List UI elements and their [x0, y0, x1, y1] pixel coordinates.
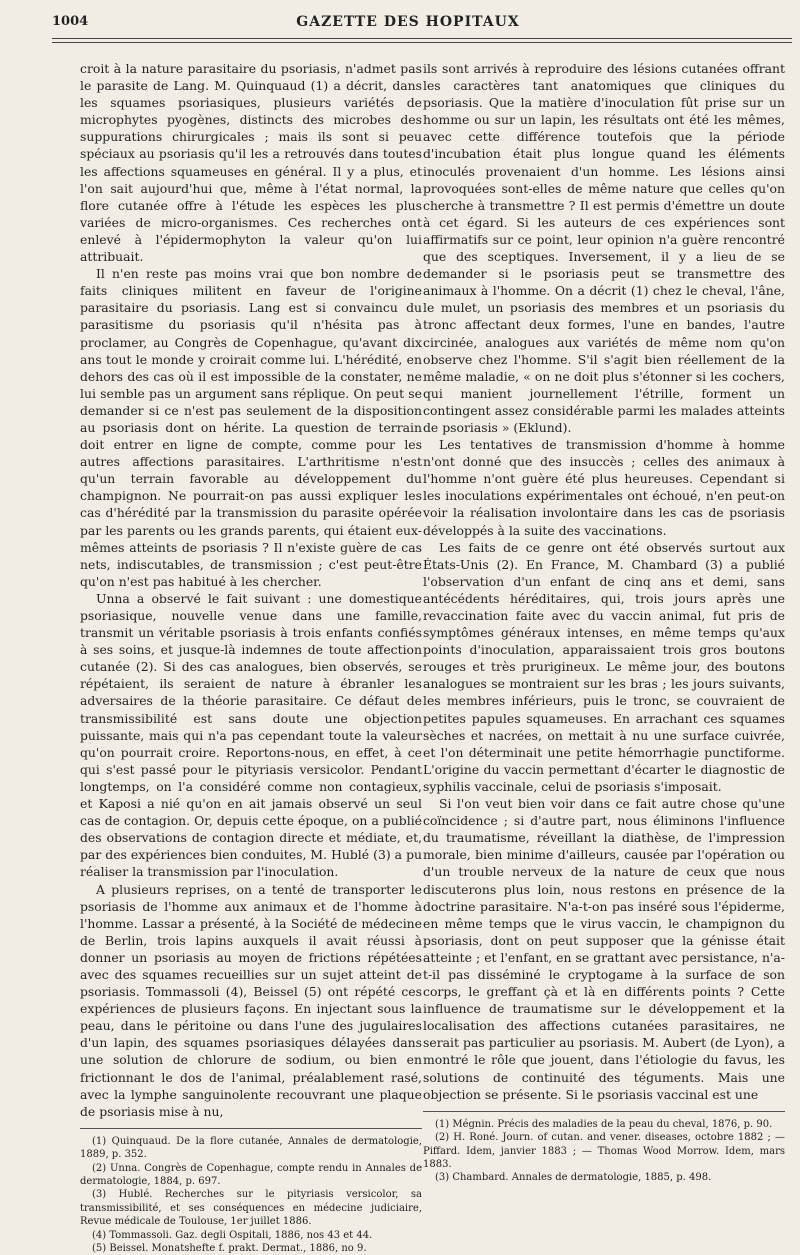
footnote: (4) Tommassoli. Gaz. degli Ospitali, 1886, nos 43 et 44. [92, 1229, 373, 1241]
page-header [52, 14, 764, 36]
paragraph: ils sont arrivés à reproduire des lésions cutanées offrant les caractères tant anatomiques que cliniques du psoriasis. Que la matière d'inoculation fût prise sur un homme ou sur un lapin, les résultats ont été les mêmes, avec cette différence toutefois que la période d'incubation était plus longue quand les éléments inoculés provenaient d'un homme. Les lésions ainsi provoquées sont-elles de même nature que celles qu'on cherche à transmettre ? Il est permis d'émettre un doute à cet égard. Si les auteurs de ces expériences sont affirmatifs sur ce point, leur opinion n'a guère rencontré que des sceptiques. Inversement, il y a lieu de se demander si le psoriasis peut se transmettre des animaux à l'homme. On a décrit (1) chez le cheval, l'âne, le mulet, un psoriasis des membres et un psoriasis du tronc affectant deux formes, l'une en bandes, l'autre circinée, analogues aux variétés de même nom qu'on observe chez l'homme. S'il s'agit bien réellement de la même maladie, « on ne doit plus s'étonner si les cochers, qui manient journellement l'étrille, forment un contingent assez considérable parmi les malades atteints de psoriasis » (Eklund). [423, 61, 785, 435]
right-column [423, 60, 785, 1185]
left-column [80, 60, 422, 1255]
footnote-rule [423, 1111, 785, 1112]
right-body [423, 60, 785, 1103]
left-footnotes [80, 1135, 422, 1255]
footnote: (2) Unna. Congrès de Copenhague, compte rendu in Annales de dermatologie, 1884, p. 697. [80, 1162, 422, 1188]
left-body [80, 60, 422, 1120]
paragraph: Les tentatives de transmission d'homme à homme n'ont donné que des insuccès ; celles des animaux à l'homme n'ont guère été plus heureuses. Cependant si les inoculations expérimentales ont échoué, n'en peut-on voir la réalisation involontaire dans les cas de psoriasis développés à la suite des vaccinations. [423, 437, 785, 538]
paragraph: Unna a observé le fait suivant : une domestique psoriasique, nouvelle venue dans une famille, transmit un véritable psoriasis à trois enfants confiés à ses soins, et jusque-là indemnes de toute affection cutanée (2). Si des cas analogues, bien observés, se répétaient, ils seraient de nature à ébranler les adversaires de la théorie parasitaire. Ce défaut de transmissibilité est sans doute une objection puissante, mais qui n'a pas cependant toute la valeur qu'on pourrait croire. Reportons-nous, en effet, à ce qui s'est passé pour le pityriasis versicolor. Pendant longtemps, on l'a considéré comme non contagieux, et Kaposi a nié qu'on en ait jamais observé un seul cas de contagion. Or, depuis cette époque, on a publié des observations de contagion directe et médiate, et, par des expériences bien conduites, M. Hublé (3) a pu réaliser la transmission par l'inoculation. [80, 590, 422, 880]
paragraph: Les faits de ce genre ont été observés surtout aux États-Unis (2). En France, M. Chambard (3) a publié l'observation d'un enfant de cinq ans et demi, sans antécédents héréditaires, qui, trois jours après une revaccination faite avec du vaccin animal, fut pris de symptômes généraux intenses, en même temps qu'aux points d'inoculation, apparaissaient trois gros boutons rouges et très prurigineux. Le même jour, des boutons analogues se montraient sur les bras ; les jours suivants, les membres inférieurs, puis le tronc, se couvraient de petites papules squameuses. En arrachant ces squames sèches et nacrées, on mettait à nu une surface cuivrée, et l'on déterminait une petite hémorrhagie punctiforme. L'origine du vaccin permettant d'écarter le diagnostic de syphilis vaccinale, celui de psoriasis s'imposait. [423, 539, 785, 794]
footnote: (2) H. Roné. Journ. of cutan. and vener. diseases, octobre 1882 ; — Piffard. Idem, janvier 1883 ; — Thomas Wood Morrow. Idem, mars 1883. [423, 1132, 785, 1170]
header-rule [52, 38, 792, 43]
paragraph: Il n'en reste pas moins vrai que bon nombre de faits cliniques militent en faveur de l'origine parasitaire du psoriasis. Lang est si convaincu du parasitisme du psoriasis qu'il n'hésita pas à proclamer, au Congrès de Copenhague, qu'avant dix ans tout le monde y croirait comme lui. L'hérédité, en dehors des cas où il est impossible de la constater, ne lui semble pas un argument sans réplique. On peut se demander si ce n'est pas seulement de la disposition au psoriasis dont on hérite. La question de terrain doit entrer en ligne de compte, comme pour les autres affections parasitaires. L'arthritisme n'est qu'un terrain favorable au développement du champignon. Ne pourrait-on pas aussi expliquer les cas d'hérédité par la transmission du parasite opérée par les parents ou les grands parents, qui étaient eux-mêmes atteints de psoriasis ? Il n'existe guère de cas nets, indiscutables, de transmission ; c'est peut-être qu'on n'est pas habitué à les chercher. [80, 266, 422, 589]
footnote: (3) Chambard. Annales de dermatologie, 1885, p. 498. [435, 1172, 712, 1184]
paragraph: croit à la nature parasitaire du psoriasis, n'admet pas le parasite de Lang. M. Quinquaud (1) a décrit, dans les squames psoriasiques, plusieurs variétés de microphytes pyogènes, distincts des microbes des suppurations chirurgicales ; mais ils sont si peu spéciaux au psoriasis qu'il les a retrouvés dans toutes les affections squameuses en général. Il y a plus, et l'on sait aujourd'hui que, même à l'état normal, la flore cutanée offre à l'étude les espèces les plus variées de micro-organismes. Ces recherches ont enlevé à l'épidermophyton la valeur qu'on lui attribuait. [80, 61, 422, 265]
right-footnotes [423, 1118, 785, 1185]
page-number: 1004 [52, 14, 89, 29]
journal-title: GAZETTE DES HOPITAUX [296, 14, 520, 30]
footnote: (1) Quinquaud. De la flore cutanée, Annales de dermatologie, 1889, p. 352. [80, 1135, 422, 1161]
footnote: (5) Beissel. Monatshefte f. prakt. Dermat., 1886, no 9. [92, 1243, 367, 1255]
paragraph: Si l'on veut bien voir dans ce fait autre chose qu'une coïncidence ; si d'autre part, nous éliminons l'influence du traumatisme, réveillant la diathèse, de l'impression morale, bien minime d'ailleurs, causée par l'opération ou d'un trouble nerveux de la nature de ceux que nous discuterons plus loin, nous restons en présence de la doctrine parasitaire. N'a-t-on pas inséré sous l'épiderme, en même temps que le virus vaccin, le champignon du psoriasis, dont on peut supposer que la génisse était atteinte ; et l'enfant, en se grattant avec persistance, n'a-t-il pas disséminé le cryptogame à la surface de son corps, le greffant çà et là en différents points ? Cette influence de traumatisme sur le développement et la localisation des affections cutanées parasitaires, ne serait pas particulier au psoriasis. M. Aubert (de Lyon), a montré le rôle que jouent, dans l'étiologie du favus, les solutions de continuité des téguments. Mais une objection se présente. Si le psoriasis vaccinal est une [423, 796, 785, 1102]
footnote: (3) Hublé. Recherches sur le pityriasis versicolor, sa transmissibilité, et ses conséquences en médecine judiciaire, Revue médicale de Toulouse, 1er juillet 1886. [80, 1189, 422, 1228]
footnote: (1) Mégnin. Précis des maladies de la peau du cheval, 1876, p. 90. [435, 1118, 773, 1130]
footnote-rule [80, 1128, 422, 1129]
paragraph: A plusieurs reprises, on a tenté de transporter le psoriasis de l'homme aux animaux et de l'homme à l'homme. Lassar a présenté, à la Société de médecine de Berlin, trois lapins auxquels il avait réussi à donner un psoriasis au moyen de frictions répétées avec des squames recueillies sur un sujet atteint de psoriasis. Tommassoli (4), Beissel (5) ont répété ces expériences de plusieurs façons. En injectant sous la peau, dans le péritoine ou dans l'une des jugulaires d'un lapin, des squames psoriasiques délayées dans une solution de chlorure de sodium, ou bien en frictionnant le dos de l'animal, préalablement rasé, avec la lymphe sanguinolente recouvrant une plaque de psoriasis mise à nu, [80, 881, 422, 1119]
